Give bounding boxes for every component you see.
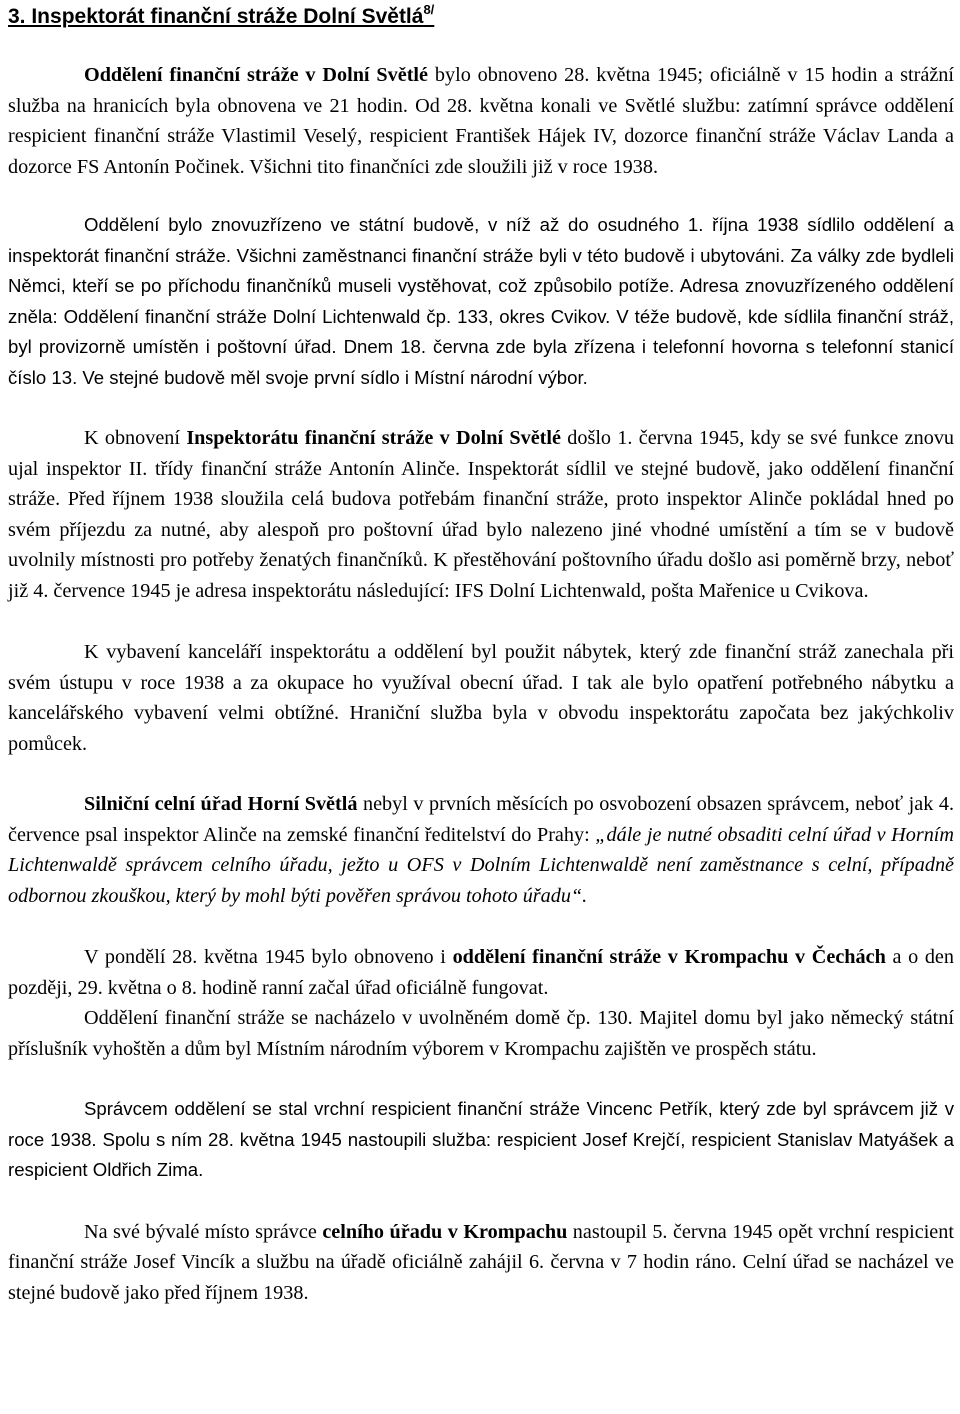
text-run: došlo 1. června 1945, kdy se své funkce znovu ujal inspektor II. třídy finanční stráže Antonín Alinče. Inspektorát sídlil ve stejné budově, jako oddělení finanční stráže. Před říjnem 1938 sloužila celá budova potřebám finanční stráže, proto inspektor Alinče pokládal hned po svém příjezdu za nutné, aby alespoň pro poštovní úřad bylo nalezeno jiné vhodné umístění a tím se v budově uvolnily místnosti pro potřeby ženatých finančníků. K přestěhování poštovního úřadu došlo asi poměrně brzy, neboť již 4. července 1945 je adresa inspektorátu následující: IFS Dolní Lichtenwald, pošta Mařenice u Cvikova. xyxy=(8,427,955,602)
text-run: nebyl v prvních měsících po osvobození obsazen správcem, neboť jak 4. července psal inspektor Alinče na zemské finanční ředitelství do Prahy: xyxy=(8,793,954,846)
text-run: Na své bývalé místo správce xyxy=(84,1220,323,1243)
bold-text-run: celního úřadu v Krompachu xyxy=(322,1220,568,1243)
paragraph-road-customs-office xyxy=(8,789,954,911)
text-run: bylo obnoveno 28. května 1945; oficiálně v 15 hodin a strážní služba na hranicích byla obnovena ve 21 hodin. Od 28. května konali ve Světlé službu: zatímní správce oddělení respicient finanční stráže Vlastimil Veselý, respicient František Hájek IV, dozorce finanční stráže Václav Landa a dozorce FS Antonín Počinek. Všichni tito finančníci zde sloužili již v roce 1938. xyxy=(8,64,954,178)
section-heading xyxy=(8,4,954,30)
section-heading-text: 3. Inspektorát finanční stráže Dolní Světlá xyxy=(8,5,424,28)
paragraph-krompach-customs-office xyxy=(8,1217,954,1309)
text-run: nastoupil 5. června 1945 opět vrchní respicient finanční stráže Josef Vincík a službu na úřadě oficiálně zahájil 6. června v 7 hodin ráno. Celní úřad se nacházel ve stejné budově jako před říjnem 1938. xyxy=(8,1220,954,1304)
text-run: Oddělení bylo znovuzřízeno ve státní budově, v níž až do osudného 1. října 1938 sídlilo oddělení a inspektorát finanční stráže. Všichni zaměstnanci finanční stráže byli v této budově i ubytováni. Za války zde bydleli Němci, kteří se po příchodu finančníků museli vystěhovat, což způsobilo potíže. Adresa znovuzřízeného oddělení zněla: Oddělení finanční stráže Dolní Lichtenwald čp. 133, okres Cvikov. V téže budově, kde sídlila finanční stráž, byl provizorně umístěn i poštovní úřad. Dnem 18. června zde byla zřízena i telefonní hovorna s telefonní stanicí číslo 13. Ve stejné budově měl svoje první sídlo i Místní národní výbor. xyxy=(8,214,954,388)
bold-text-run: Silniční celní úřad Horní Světlá xyxy=(84,793,358,815)
paragraph-department-building xyxy=(8,210,954,393)
text-run: K obnovení xyxy=(84,427,187,449)
paragraph-krompach-department xyxy=(8,942,954,1003)
paragraph-inspectorate-renewal xyxy=(8,423,954,606)
paragraph-dolni-svetla-department xyxy=(8,60,954,182)
bold-text-run: oddělení finanční stráže v Krompachu v Čechách xyxy=(452,946,886,968)
text-run: Správcem oddělení se stal vrchní respicient finanční stráže Vincenc Petřík, který zde byl správcem již v roce 1938. Spolu s ním 28. května 1945 nastoupili služba: respicient Josef Krejčí, respicient Stanislav Matyášek a respicient Oldřich Zima. xyxy=(8,1098,954,1180)
document-page xyxy=(8,0,954,1308)
bold-text-run: Inspektorátu finanční stráže v Dolní Světlé xyxy=(186,427,561,449)
italic-quote-run: „dále je nutné obsaditi celní úřad v Horním Lichtenwaldě správcem celního úřadu, ježto u OFS v Dolním Lichtenwaldě není zaměstnance s celní, případně odbornou zkouškou, který by mohl býti pověřen správou tohoto úřadu“. xyxy=(8,823,954,907)
paragraph-office-furnishing xyxy=(8,637,954,759)
footnote-reference: 8/ xyxy=(423,2,435,17)
paragraph-krompach-staff xyxy=(8,1094,954,1186)
paragraph-krompach-house xyxy=(8,1003,954,1064)
text-run: V pondělí 28. května 1945 bylo obnoveno i xyxy=(84,946,453,968)
text-run: Oddělení finanční stráže se nacházelo v uvolněném domě čp. 130. Majitel domu byl jako německý státní příslušník vyhoštěn a dům byl Místním národním výborem v Krompachu zajištěn ve prospěch státu. xyxy=(8,1007,954,1060)
text-run: K vybavení kanceláří inspektorátu a oddělení byl použit nábytek, který zde finanční stráž zanechala při svém ústupu v roce 1938 a za okupace ho využíval obecní úřad. I tak ale bylo opatření potřebného nábytku a kancelářského vybavení velmi obtížné. Hraniční služba byla v obvodu inspektorátu započata bez jakýchkoliv pomůcek. xyxy=(8,641,954,755)
text-run: a o den později, 29. května o 8. hodině ranní začal úřad oficiálně fungovat. xyxy=(8,946,954,999)
bold-text-run: Oddělení finanční stráže v Dolní Světlé xyxy=(84,64,428,86)
